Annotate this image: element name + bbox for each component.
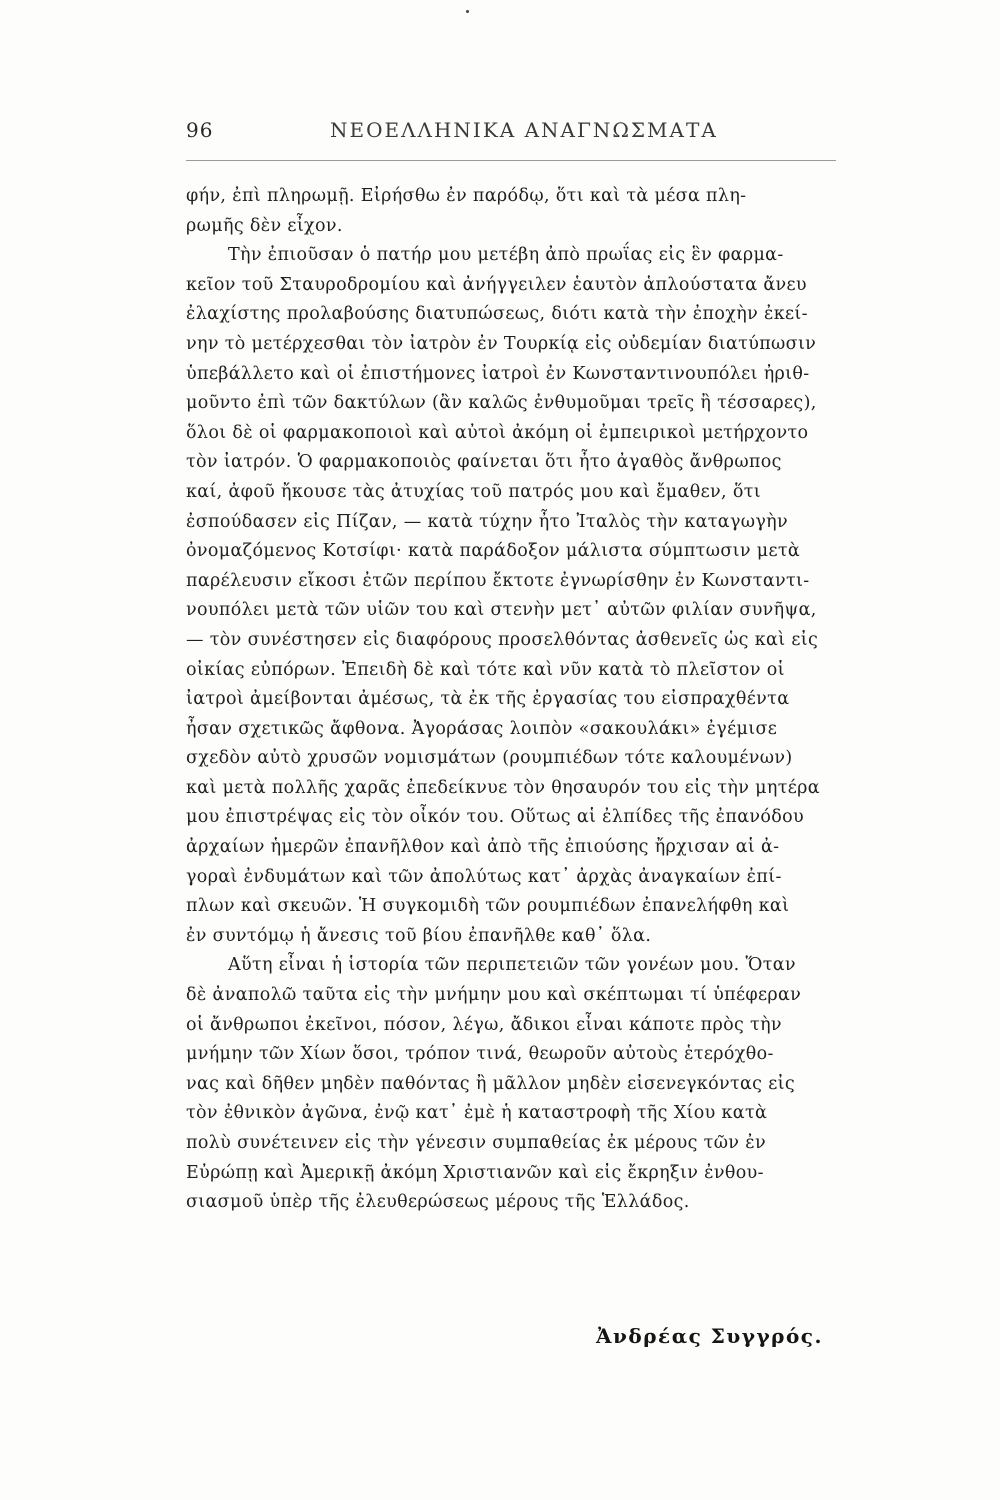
text-line: δὲ ἀναπολῶ ταῦτα εἰς τὴν μνήμην μου καὶ σκέπτωμαι τί ὑπέφεραν	[186, 985, 802, 1006]
text-line: πολὺ συνέτεινεν εἰς τὴν γένεσιν συμπαθείας ἐκ μέρους τῶν ἐν	[186, 1133, 766, 1153]
text-line: πλων καὶ σκευῶν. Ἡ συγκομιδὴ τῶν ρουμπιέδων ἐπανελήφθη καὶ	[186, 896, 790, 917]
text-line: ἀρχαίων ἡμερῶν ἐπανῆλθον καὶ ἀπὸ τῆς ἐπιούσης ἤρχισαν αἱ ἀ-	[186, 837, 780, 858]
text-line: νουπόλει μετὰ τῶν υἱῶν του καὶ στενὴν μετ᾽ αὐτῶν φιλίαν συνῆψα,	[186, 600, 817, 621]
print-speck	[466, 10, 469, 13]
text-line: ἦσαν σχετικῶς ἄφθονα. Ἀγοράσας λοιπὸν «σακουλάκι» ἐγέμισε	[186, 718, 778, 739]
text-line: οἰκίας εὐπόρων. Ἐπειδὴ δὲ καὶ τότε καὶ νῦν κατὰ τὸ πλεῖστον οἱ	[186, 659, 785, 680]
text-line: ρωμῆς δὲν εἶχον.	[186, 215, 343, 236]
text-line: μοῦντο ἐπὶ τῶν δακτύλων (ἂν καλῶς ἐνθυμοῦμαι τρεῖς ἢ τέσσαρες),	[186, 393, 817, 414]
text-line: ἐλαχίστης προλαβούσης διατυπώσεως, διότι κατὰ τὴν ἐποχὴν ἐκεί-	[186, 304, 808, 325]
body-text	[186, 182, 851, 1218]
text-line: ἐν συντόμῳ ἡ ἄνεσις τοῦ βίου ἐπανῆλθε καθ᾽ ὅλα.	[186, 925, 652, 946]
text-line: ἰατροὶ ἀμείβονται ἀμέσως, τὰ ἐκ τῆς ἐργασίας του εἰσπραχθέντα	[186, 689, 790, 710]
text-line: γοραὶ ἐνδυμάτων καὶ τῶν ἀπολύτως κατ᾽ ἀρχὰς ἀναγκαίων ἐπί-	[186, 866, 782, 887]
text-line: καί, ἀφοῦ ἤκουσε τὰς ἀτυχίας τοῦ πατρός μου καὶ ἔμαθεν, ὅτι	[186, 481, 761, 502]
text-line: ὑπεβάλλετο καὶ οἱ ἐπιστήμονες ἰατροὶ ἐν Κωνσταντινουπόλει ἠριθ-	[186, 363, 810, 384]
text-line: ὀνομαζόμενος Κοτσίφι· κατὰ παράδοξον μάλιστα σύμπτωσιν μετὰ	[186, 541, 801, 562]
text-line: νας καὶ δῆθεν μηδὲν παθόντας ἢ μᾶλλον μηδὲν εἰσενεγκόντας εἰς	[186, 1073, 796, 1094]
page-header	[186, 118, 836, 148]
text-line: μου ἐπιστρέψας εἰς τὸν οἶκόν του. Οὕτως αἱ ἐλπίδες τῆς ἐπανόδου	[186, 807, 805, 828]
text-line: κεῖον τοῦ Σταυροδρομίου καὶ ἀνήγγειλεν ἑαυτὸν ἁπλούστατα ἄνευ	[186, 274, 807, 295]
text-line: νην τὸ μετέρχεσθαι τὸν ἰατρὸν ἐν Τουρκίᾳ εἰς οὐδεμίαν διατύπωσιν	[186, 333, 817, 354]
text-line: Αὕτη εἶναι ἡ ἱστορία τῶν περιπετειῶν τῶν γονέων μου. Ὅταν	[228, 955, 796, 976]
text-line: ὅλοι δὲ οἱ φαρμακοποιοὶ καὶ αὐτοὶ ἀκόμη οἱ ἐμπειρικοὶ μετήρχοντο	[186, 422, 809, 443]
text-line: παρέλευσιν εἴκοσι ἐτῶν περίπου ἔκτοτε ἐγνωρίσθην ἐν Κωνσταντι-	[186, 570, 810, 591]
text-line: καὶ μετὰ πολλῆς χαρᾶς ἐπεδείκνυε τὸν θησαυρόν του εἰς τὴν μητέρα	[186, 777, 820, 798]
author-signature: Ἀνδρέας Συγγρός.	[596, 1324, 823, 1348]
text-line: φήν, ἐπὶ πληρωμῇ. Εἰρήσθω ἐν παρόδῳ, ὅτι καὶ τὰ μέσα πλη-	[186, 186, 747, 206]
running-title: ΝΕΟΕΛΛΗΝΙΚΑ ΑΝΑΓΝΩΣΜΑΤΑ	[330, 118, 718, 142]
page-number: 96	[186, 118, 214, 142]
text-line: μνήμην τῶν Χίων ὅσοι, τρόπον τινά, θεωροῦν αὐτοὺς ἑτερόχθο-	[186, 1044, 774, 1065]
text-line: τὸν ἐθνικὸν ἀγῶνα, ἐνῷ κατ᾽ ἐμὲ ἡ καταστροφὴ τῆς Χίου κατὰ	[186, 1103, 768, 1124]
text-line: τὸν ἰατρόν. Ὁ φαρμακοποιὸς φαίνεται ὅτι ἦτο ἀγαθὸς ἄνθρωπος	[186, 452, 782, 473]
text-line: Τὴν ἐπιοῦσαν ὁ πατήρ μου μετέβη ἀπὸ πρωΐας εἰς ἓν φαρμα-	[228, 245, 784, 266]
text-line: ἐσπούδασεν εἰς Πίζαν, — κατὰ τύχην ἦτο Ἰταλὸς τὴν καταγωγὴν	[186, 511, 789, 532]
text-line: σχεδὸν αὐτὸ χρυσῶν νομισμάτων (ρουμπιέδων τότε καλουμένων)	[186, 748, 793, 769]
text-line: — τὸν συνέστησεν εἰς διαφόρους προσελθόντας ἀσθενεῖς ὡς καὶ εἰς	[186, 629, 819, 650]
text-line: σιασμοῦ ὑπὲρ τῆς ἐλευθερώσεως μέρους τῆς Ἑλλάδος.	[186, 1192, 690, 1213]
text-line: οἱ ἄνθρωποι ἐκεῖνοι, πόσον, λέγω, ἄδικοι εἶναι κάποτε πρὸς τὴν	[186, 1014, 782, 1035]
text-line: Εὐρώπῃ καὶ Ἀμερικῇ ἀκόμη Χριστιανῶν καὶ εἰς ἔκρηξιν ἐνθου-	[186, 1162, 764, 1183]
header-rule	[186, 160, 836, 161]
